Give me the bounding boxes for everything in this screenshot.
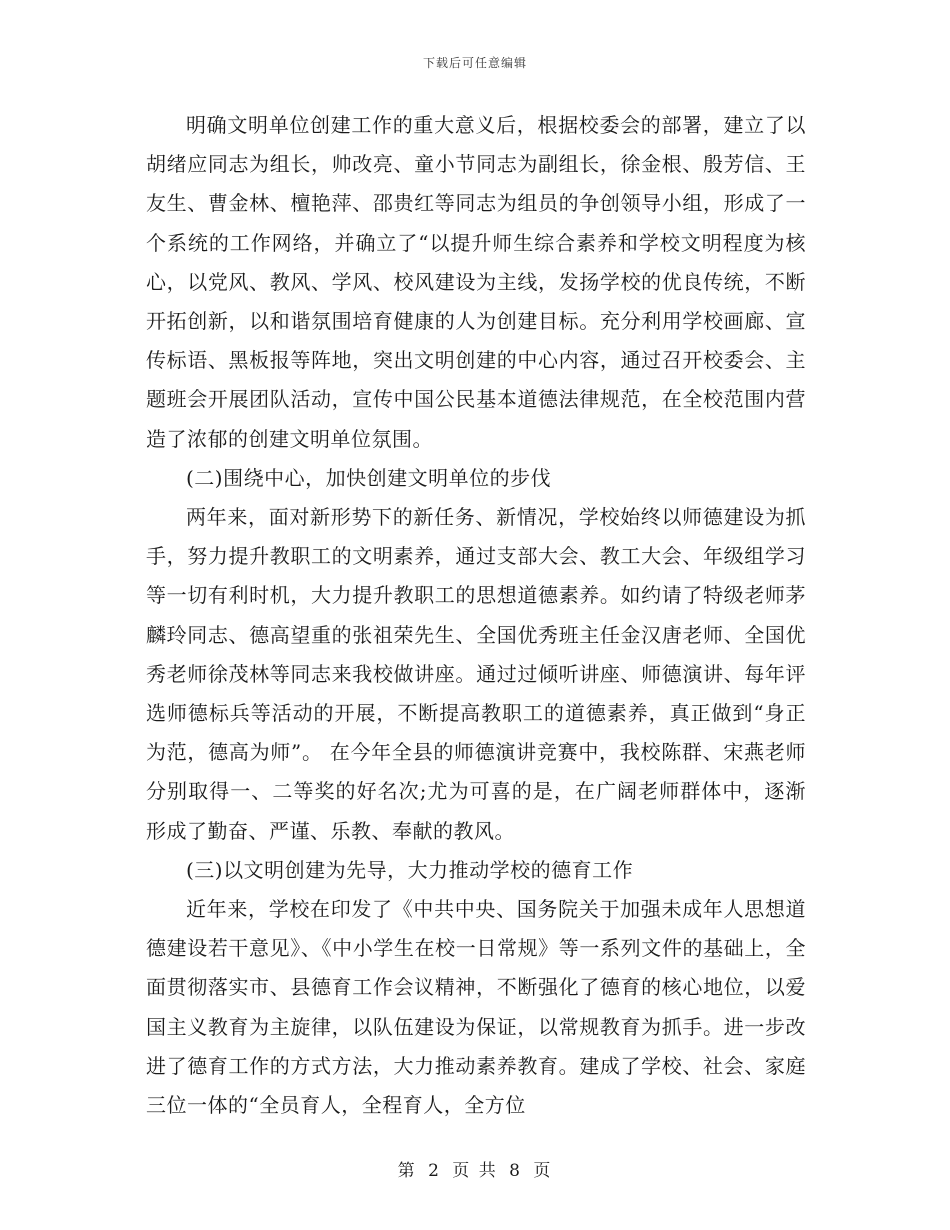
document-body: [146, 106, 806, 1125]
current-page-number: 2: [428, 1161, 441, 1181]
section-heading-2: (二)围绕中心，加快创建文明单位的步伐: [186, 465, 552, 490]
paragraph-2: 两年来，面对新形势下的新任务、新情况，学校始终以师德建设为抓手，努力提升教职工的文明素养，通过支部大会、教工大会、年级组学习等一切有利时机，大力提升教职工的思想道德素养。如约请了特级老师茅麟玲同志、德高望重的张祖荣先生、全国优秀班主任金汉唐老师、全国优秀老师徐茂林等同志来我校做讲座。通过过倾听讲座、师德演讲、每年评选师德标兵等活动的开展，不断提高教职工的道德素养，真正做到“身正为范，德高为师”。 在今年全县的师德演讲竞赛中，我校陈群、宋燕老师分别取得一、二等奖的好名次;尤为可喜的是，在广阔老师群体中，逐渐形成了勤奋、严谨、乐教、奉献的教风。: [146, 505, 806, 843]
page-footer: [0, 1156, 950, 1181]
footer-suffix: 页: [533, 1161, 553, 1181]
header-note: 下载后可任意编辑: [422, 56, 527, 70]
paragraph-3: 近年来，学校在印发了《中共中央、国务院关于加强未成年人思想道德建设若干意见》、《中小学生在校一日常规》等一系列文件的基础上，全面贯彻落实市、县德育工作会议精神，不断强化了德育的核心地位，以爱国主义教育为主旋律，以队伍建设为保证，以常规教育为抓手。进一步改进了德育工作的方式方法，大力推动素养教育。建成了学校、社会、家庭三位一体的“全员育人，全程育人，全方位: [146, 897, 806, 1118]
paragraph-1: 明确文明单位创建工作的重大意义后，根据校委会的部署，建立了以胡绪应同志为组长，帅改亮、童小节同志为副组长，徐金根、殷芳信、王友生、曹金林、檀艳萍、邵贵红等同志为组员的争创领导小组，形成了一个系统的工作网络，并确立了“以提升师生综合素养和学校文明程度为核心，以党风、教风、学风、校风建设为主线，发扬学校的优良传统，不断开拓创新，以和谐氛围培育健康的人为创建目标。充分利用学校画廊、宣传标语、黑板报等阵地，突出文明创建的中心内容，通过召开校委会、主题班会开展团队活动，宣传中国公民基本道德法律规范，在全校范围内营造了浓郁的创建文明单位氛围。: [146, 113, 806, 451]
footer-mid: 页 共: [452, 1161, 498, 1181]
total-page-count: 8: [509, 1161, 522, 1181]
section-heading-3: (三)以文明创建为先导，大力推动学校的德育工作: [186, 857, 634, 882]
footer-prefix: 第: [397, 1161, 417, 1181]
